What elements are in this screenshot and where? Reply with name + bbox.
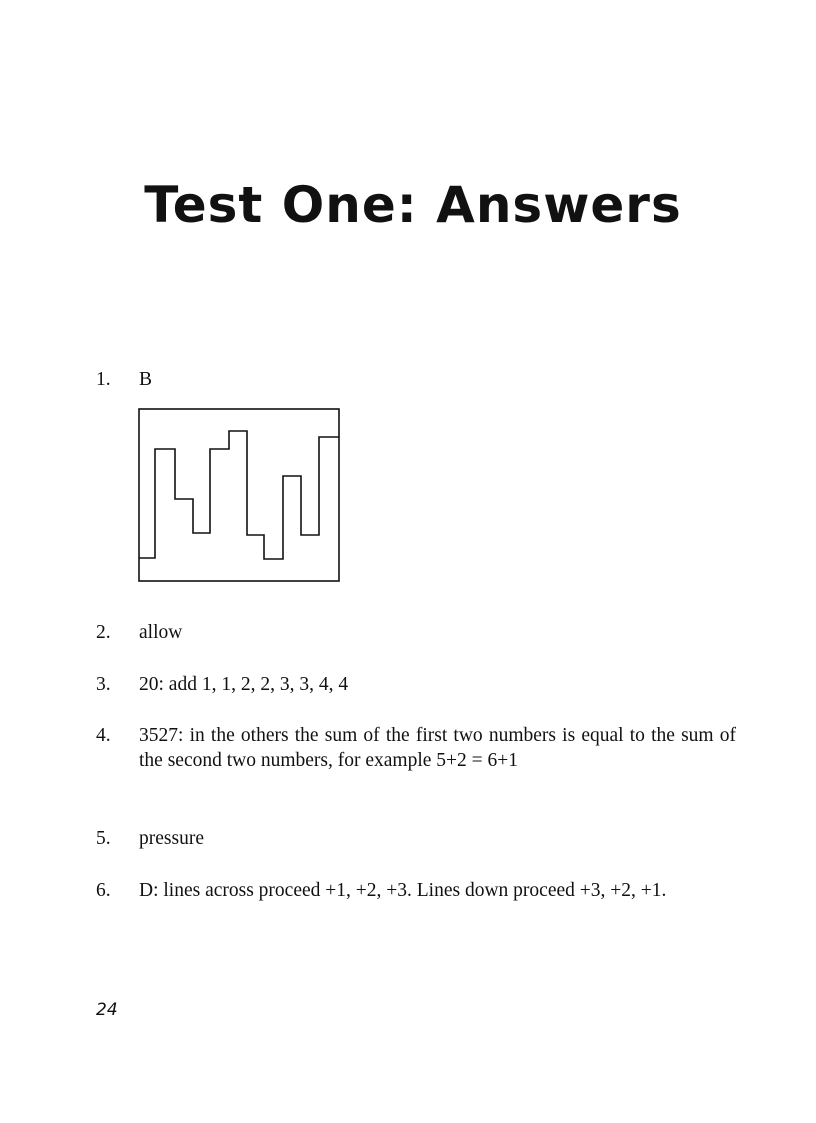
page-title: Test One: Answers (144, 176, 682, 234)
answer-text: D: lines across proceed +1, +2, +3. Lines down proceed +3, +2, +1. (139, 880, 667, 901)
answer-number: 2. (96, 622, 111, 643)
figure-frame (139, 409, 339, 581)
answer-text: pressure (139, 828, 204, 849)
answer-number: 5. (96, 828, 111, 849)
answer-1-figure (138, 408, 342, 584)
answer-text: 20: add 1, 1, 2, 2, 3, 3, 4, 4 (139, 674, 349, 695)
answer-number: 3. (96, 674, 111, 695)
answer-text: B (139, 369, 153, 390)
figure-step-line (139, 431, 339, 559)
answer-item-3 (96, 672, 736, 697)
answer-number: 4. (96, 725, 111, 746)
answer-text: allow (139, 622, 183, 643)
answer-item-5 (96, 826, 736, 851)
answer-item-4 (96, 723, 736, 773)
answer-text: 3527: in the others the sum of the first two numbers is equal to the sum of the second two numbers, for example 5+2 = 6+1 (139, 725, 736, 771)
answer-item-2 (96, 620, 736, 645)
page-number: 24 (96, 1000, 118, 1020)
answer-item-1 (96, 367, 736, 392)
answer-number: 6. (96, 880, 111, 901)
answer-item-6 (96, 878, 736, 903)
answer-number: 1. (96, 369, 111, 390)
